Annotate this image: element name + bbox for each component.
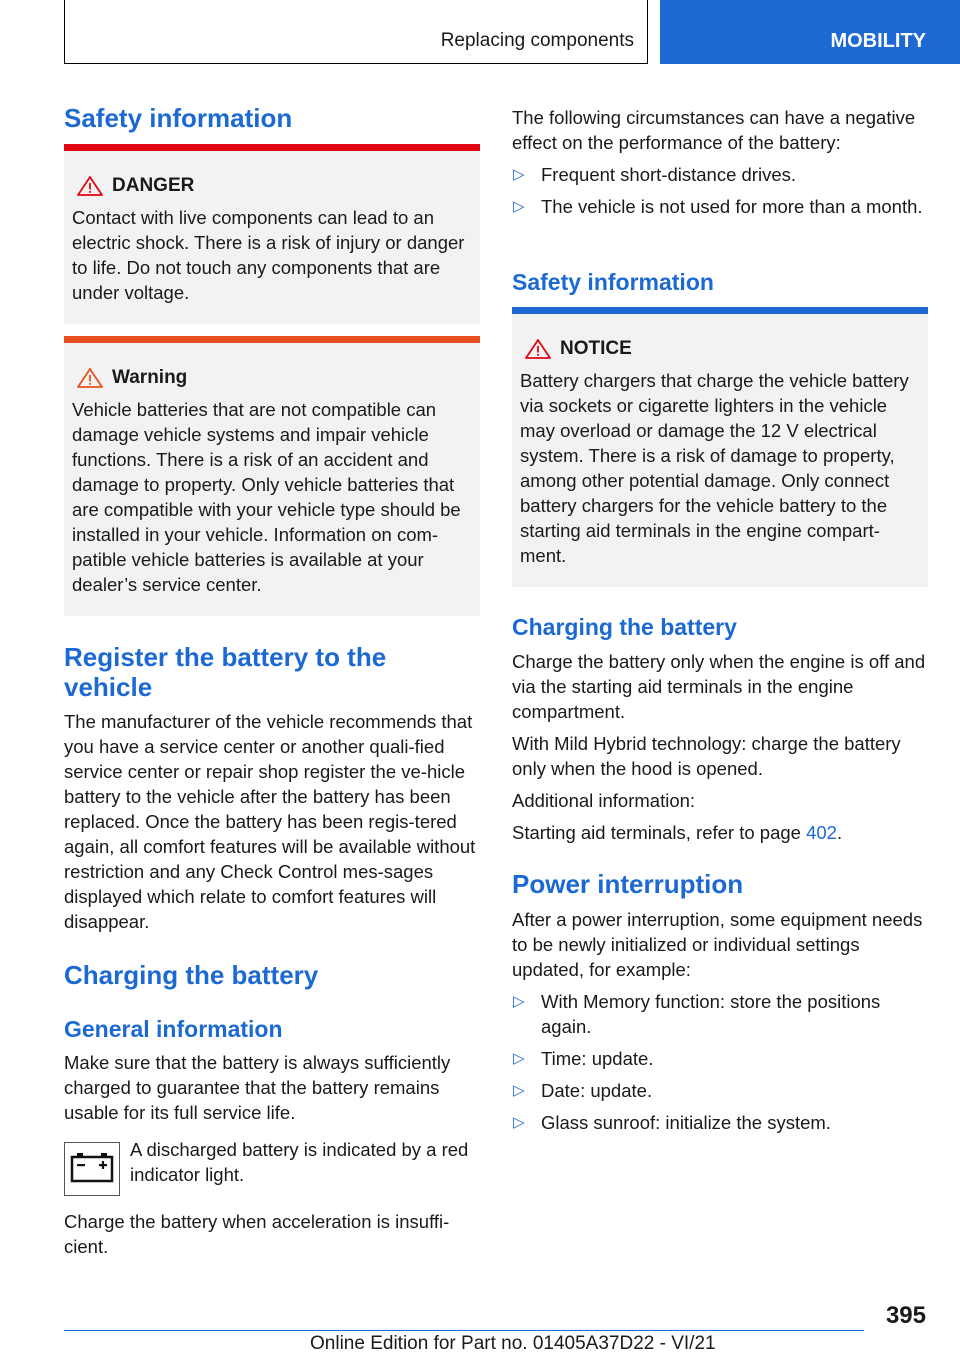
- register-battery-text: The manufacturer of the vehicle recommends that you have a service center or another quali-fied service center or repair shop register the ve-hicle battery to the vehicle after the battery has been replaced. Once the battery has been regis-tered again, all comfort features will be available without restriction and any Check Control mes-sages displayed which relate to comfort features will disappear.: [64, 711, 476, 932]
- battery-indicator-box: [64, 1142, 120, 1196]
- notice-title: NOTICE: [560, 338, 632, 359]
- bullet-triangle-icon: ▷: [513, 166, 525, 183]
- charging-battery-subheading: Charging the battery: [512, 614, 737, 640]
- header-section-title: Replacing components: [440, 30, 634, 51]
- safety-information-heading: Safety information: [64, 103, 293, 133]
- page-number: 395: [885, 1302, 926, 1329]
- footer-edition-text: Online Edition for Part no. 01405A37D22 - VI/21: [310, 1333, 716, 1354]
- page-402-link[interactable]: 402: [806, 822, 837, 843]
- power-interruption-text: After a power interruption, some equipment needs to be newly initialized or individual settings updated, for example:: [512, 909, 923, 980]
- warning-body: Vehicle batteries that are not compatible can damage vehicle systems and impair vehicle functions. There is a risk of an accident and damage to property. Only vehicle batteries that are compatible with your vehicle type should be installed in your vehicle. Information on com-patible vehicle batteries is available at your dealer’s service center.: [72, 399, 461, 595]
- notice-body: Battery chargers that charge the vehicle battery via sockets or cigarette lighters in the vehicle may overload or damage the 12 V electrical system. There is a risk of damage to property, among other potential damage. Only connect battery chargers for the vehicle battery to the starting aid terminals in the engine compart-ment.: [520, 370, 909, 566]
- register-battery-heading: Register the battery to the vehicle: [64, 642, 387, 702]
- list-item: ▷ Time: update.: [513, 1048, 654, 1069]
- charging-battery-text: Charge the battery only when the engine is off and via the starting aid terminals in the engine compartment.: [512, 651, 926, 722]
- bullet-triangle-icon: ▷: [513, 1114, 525, 1131]
- circumstances-intro: The following circumstances can have a negative effect on the performance of the battery:: [512, 107, 916, 153]
- general-information-heading: General information: [64, 1016, 283, 1042]
- header-tab-mobility: MOBILITY: [660, 0, 960, 64]
- safety-information-heading-right: Safety information: [512, 269, 714, 295]
- starting-aid-reference: Starting aid terminals, refer to page 402.: [512, 822, 843, 843]
- list-item: ▷ Date: update.: [513, 1080, 653, 1101]
- additional-information-text: Additional information:: [512, 790, 696, 811]
- charging-battery-heading: Charging the battery: [64, 960, 319, 990]
- list-item: ▷ The vehicle is not used for more than a month.: [513, 196, 923, 217]
- bullet-triangle-icon: ▷: [513, 198, 525, 215]
- general-information-text: Make sure that the battery is always sufficiently charged to guarantee that the battery remains usable for its full service life.: [64, 1052, 451, 1123]
- bullet-triangle-icon: ▷: [513, 1050, 525, 1067]
- list-item: ▷ Frequent short-distance drives.: [513, 164, 797, 185]
- danger-box: [64, 144, 480, 324]
- circumstances-list: [512, 162, 928, 226]
- battery-icon: [65, 1143, 119, 1195]
- power-interruption-list: [512, 989, 928, 1142]
- acceleration-text: Charge the battery when acceleration is insuffi-cient.: [64, 1211, 450, 1257]
- notice-triangle-icon: [524, 338, 552, 360]
- mild-hybrid-text: With Mild Hybrid technology: charge the battery only when the hood is opened.: [512, 733, 901, 779]
- danger-title: DANGER: [112, 175, 195, 196]
- footer-divider: [64, 1330, 864, 1331]
- warning-title: Warning: [112, 367, 188, 388]
- notice-box: [512, 307, 928, 587]
- danger-body: Contact with live components can lead to an electric shock. There is a risk of injury or danger to life. Do not touch any components that are under voltage.: [72, 207, 465, 303]
- power-interruption-heading: Power interruption: [512, 869, 744, 899]
- warning-box: [64, 336, 480, 616]
- bullet-triangle-icon: ▷: [513, 1082, 525, 1099]
- warning-triangle-icon: [76, 175, 104, 197]
- list-item: ▷ With Memory function: store the positions again.: [513, 991, 881, 1037]
- list-item: ▷ Glass sunroof: initialize the system.: [513, 1112, 831, 1133]
- indicator-light-text: A discharged battery is indicated by a red indicator light.: [130, 1139, 469, 1185]
- bullet-triangle-icon: ▷: [513, 993, 525, 1010]
- warning-triangle-icon: [76, 367, 104, 389]
